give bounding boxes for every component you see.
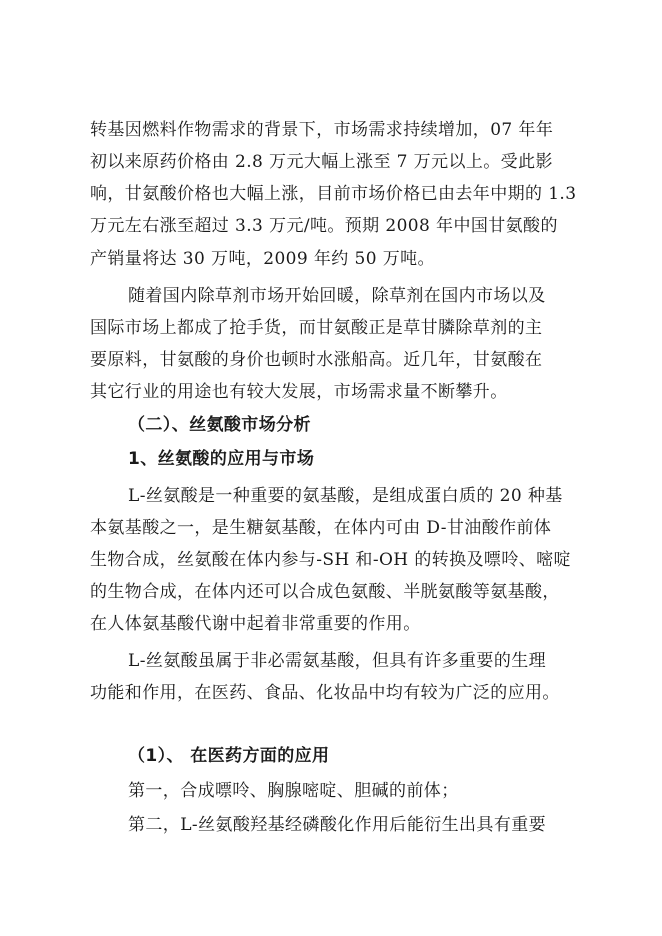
paragraph-1-line-5: 产销量将达 30 万吨，2009 年约 50 万吨。 bbox=[90, 249, 435, 269]
list-item-1: 第一，合成嘌呤、胸腺嘧啶、胆碱的前体； bbox=[128, 781, 459, 801]
medical-applications-heading: （1）、 在医药方面的应用 bbox=[128, 746, 330, 766]
paragraph-2-line-1: 随着国内除草剂市场开始回暖，除草剂在国内市场以及 bbox=[128, 286, 546, 306]
section-heading: （二）、丝氨酸市场分析 bbox=[128, 415, 311, 435]
paragraph-1-line-1: 转基因燃料作物需求的背景下，市场需求持续增加，07 年年 bbox=[90, 120, 554, 140]
paragraph-3-line-1: L-丝氨酸是一种重要的氨基酸，是组成蛋白质的 20 种基 bbox=[128, 486, 563, 506]
paragraph-1-line-4: 万元左右涨至超过 3.3 万元/吨。预期 2008 年中国甘氨酸的 bbox=[90, 216, 558, 236]
paragraph-3-line-5: 在人体氨基酸代谢中起着非常重要的作用。 bbox=[90, 614, 421, 634]
paragraph-2-line-4: 其它行业的用途也有较大发展，市场需求量不断攀升。 bbox=[90, 382, 508, 402]
paragraph-2-line-3: 要原料，甘氨酸的身价也顿时水涨船高。近几年，甘氨酸在 bbox=[90, 350, 543, 370]
paragraph-1-line-3: 响，甘氨酸价格也大幅上涨，目前市场价格已由去年中期的 1.3 bbox=[90, 184, 577, 204]
paragraph-1-line-2: 初以来原药价格由 2.8 万元大幅上涨至 7 万元以上。受此影 bbox=[90, 152, 553, 172]
paragraph-4-line-2: 功能和作用，在医药、食品、化妆品中均有较为广泛的应用。 bbox=[90, 683, 560, 703]
paragraph-3-line-4: 的生物合成，在体内还可以合成色氨酸、半胱氨酸等氨基酸， bbox=[90, 582, 560, 602]
paragraph-3-line-2: 本氨基酸之一，是生糖氨基酸，在体内可由 D-甘油酸作前体 bbox=[90, 518, 552, 538]
paragraph-2-line-2: 国际市场上都成了抢手货，而甘氨酸正是草甘膦除草剂的主 bbox=[90, 318, 543, 338]
list-item-2: 第二，L-丝氨酸羟基经磷酸化作用后能衍生出具有重要 bbox=[128, 815, 547, 835]
paragraph-3-line-3: 生物合成，丝氨酸在体内参与-SH 和-OH 的转换及嘌呤、嘧啶 bbox=[90, 550, 571, 570]
subsection-heading: 1、丝氨酸的应用与市场 bbox=[128, 449, 315, 469]
paragraph-4-line-1: L-丝氨酸虽属于非必需氨基酸，但具有许多重要的生理 bbox=[128, 651, 547, 671]
